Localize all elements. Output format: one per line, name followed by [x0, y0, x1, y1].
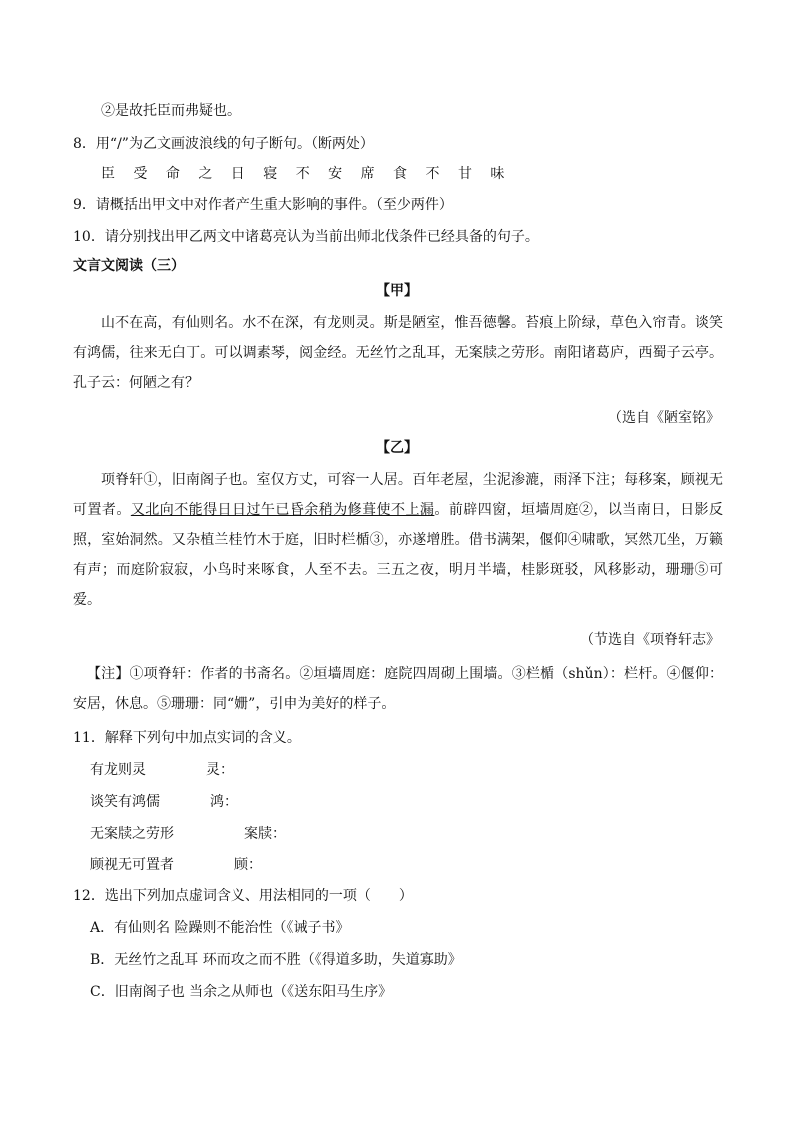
item-b-prompt: 鸿：: [210, 794, 238, 810]
item-b-sentence: 谈笑有鸿儒: [90, 794, 160, 810]
question-12: 12．选出下列加点虚词含义、用法相同的一项（ ）: [73, 888, 413, 904]
jia-title: 【甲】: [376, 283, 418, 299]
item-d-prompt: 顾：: [234, 857, 262, 873]
item-c-sentence: 无案牍之劳形: [90, 826, 174, 842]
question-11-item-b: [90, 792, 238, 812]
question-12-option-b: B．无丝竹之乱耳 环而攻之而不胜（《得道多助，失道寡助》: [90, 952, 462, 968]
question-9: 9．请概括出甲文中对作者产生重大影响的事件。（至少两件）: [73, 197, 453, 213]
answer-line-2: ②是故托臣而弗疑也。: [101, 103, 241, 119]
question-11: 11．解释下列句中加点实词的含义。: [73, 730, 301, 746]
item-c-prompt: 案牍：: [244, 826, 286, 842]
yi-passage-part-1: 项脊轩①，旧南阁子也。室仅方丈，可容一人居。百年老屋，尘泥渗漉，雨泽下注；每移案，顾视无可置者。: [73, 472, 723, 518]
item-a-sentence: 有龙则灵: [90, 762, 146, 778]
annotation-note: 【注】①项脊轩：作者的书斋名。②垣墙周庭：庭院四周砌上围墙。③栏楯（shǔn）：栏杆。④偃仰：安居，休息。⑤珊珊：同“姗”，引申为美好的样子。: [73, 666, 723, 712]
question-11-item-d: [90, 855, 262, 875]
question-10: 10．请分别找出甲乙两文中诸葛亮认为当前出师北伐条件已经具备的句子。: [73, 229, 539, 245]
yi-passage-part-2: 。前辟四窗，垣墙周庭②，以当南日，日影反照，室始洞然。又杂植兰桂竹木于庭，旧时栏楯③，亦遂增胜。借书满架，偃仰④啸歌，冥然兀坐，万籁有声；而庭阶寂寂，小鸟时来啄食，人至不去。三五之夜，明月半墙，桂影斑驳，风移影动，珊珊⑤可爱。: [73, 502, 724, 608]
question-12-option-c: C．旧南阁子也 当余之从师也（《送东阳马生序》: [90, 984, 393, 1000]
item-d-sentence: 顾视无可置者: [90, 857, 174, 873]
yi-title: 【乙】: [376, 440, 418, 456]
jia-source: （选自《陋室铭》: [608, 410, 720, 426]
question-8: 8．用“/”为乙文画波浪线的句子断句。（断两处）: [73, 136, 374, 152]
section-title: 文言文阅读（三）: [73, 258, 185, 274]
question-12-option-a: A．有仙则名 险躁则不能治性（《诫子书》: [90, 920, 350, 936]
item-a-prompt: 灵：: [206, 762, 234, 778]
question-11-item-c: [90, 824, 286, 844]
yi-passage: [73, 465, 723, 615]
yi-passage-underlined: 又北向不能得日日过午已昏余稍为修葺使不上漏: [130, 502, 435, 518]
jia-passage: 山不在高，有仙则名。水不在深，有龙则灵。斯是陋室，惟吾德馨。苔痕上阶绿，草色入帘青。谈笑有鸿儒，往来无白丁。可以调素琴，阅金经。无丝竹之乱耳，无案牍之劳形。南阳诸葛庐，西蜀子云亭。孔子云：何陋之有？: [73, 315, 723, 391]
yi-source: （节选自《项脊轩志》: [580, 632, 720, 648]
question-11-item-a: [90, 760, 234, 780]
question-8-sentence: 臣 受 命 之 日 寝 不 安 席 食 不 甘 味: [101, 166, 512, 182]
